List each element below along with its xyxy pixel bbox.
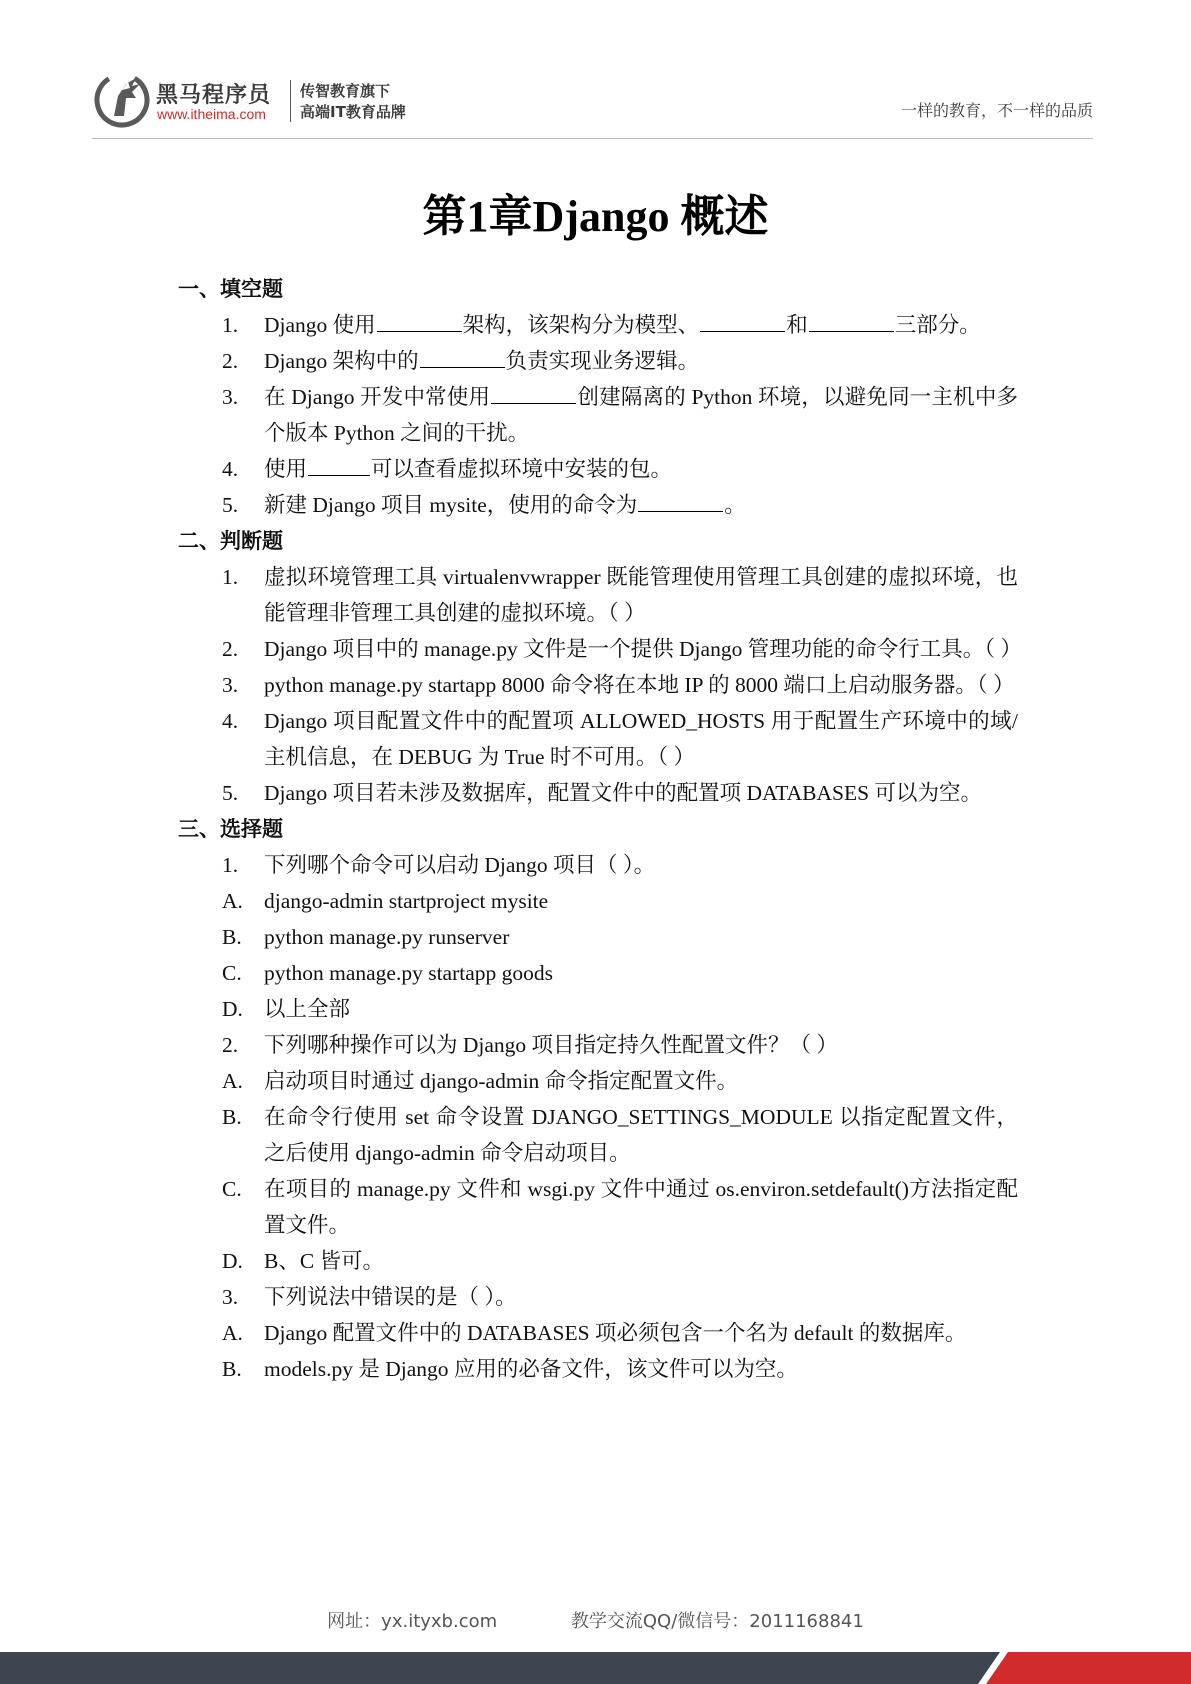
answer-blank: [809, 311, 894, 332]
choice-option: [178, 919, 1018, 955]
option-text: python manage.py startapp goods: [264, 961, 554, 985]
choice-option: [178, 955, 1018, 991]
item-text: 新建 Django 项目 mysite，使用的命令为 。: [264, 493, 746, 517]
item-text: Django 项目中的 manage.py 文件是一个提供 Django 管理功能的命令行工具。（ ）: [264, 637, 1022, 661]
fill-blank-item: [178, 379, 1018, 451]
answer-blank: [308, 455, 370, 476]
logo-divider: [290, 80, 291, 122]
footer-contact: [0, 1607, 1191, 1633]
section-heading-judgement: 二、判断题: [178, 529, 283, 553]
judgement-item: [178, 667, 1018, 703]
item-number: 3.: [222, 1285, 239, 1309]
option-letter: B.: [222, 925, 242, 949]
choice-option: [178, 991, 1018, 1027]
item-number: 5.: [222, 781, 239, 805]
tagline-1: 传智教育旗下: [300, 82, 391, 100]
answer-blank: [491, 383, 576, 404]
answer-blank: [638, 491, 723, 512]
brand-url: www.itheima.com: [157, 106, 266, 122]
choice-option: [178, 1063, 1018, 1099]
footer-website: 网址：yx.ityxb.com: [327, 1611, 498, 1632]
document-body: [178, 271, 1022, 1387]
option-letter: B.: [222, 1105, 242, 1129]
option-letter: A.: [222, 1069, 243, 1093]
brand-name: 黑马程序员: [156, 83, 272, 108]
item-text: 使用 可以查看虚拟环境中安装的包。: [264, 457, 673, 481]
choice-question: [178, 1279, 1018, 1315]
choice-question: [178, 847, 1018, 883]
option-text: 以上全部: [264, 997, 351, 1021]
header-divider: [92, 138, 1093, 139]
option-text: Django 配置文件中的 DATABASES 项必须包含一个名为 default 的数据库。: [264, 1321, 967, 1345]
item-number: 4.: [222, 457, 239, 481]
item-number: 3.: [222, 385, 239, 409]
option-letter: D.: [222, 997, 243, 1021]
judgement-item: [178, 703, 1018, 775]
option-letter: D.: [222, 1249, 243, 1273]
item-number: 2.: [222, 637, 239, 661]
option-text: django-admin startproject mysite: [264, 889, 549, 913]
choice-option: [178, 1315, 1018, 1351]
item-number: 5.: [222, 493, 239, 517]
answer-blank: [700, 311, 785, 332]
chapter-title: 第1章Django 概述: [422, 192, 769, 241]
fill-blank-item: [178, 487, 1018, 523]
option-letter: C.: [222, 1177, 242, 1201]
option-letter: A.: [222, 1321, 243, 1345]
answer-blank: [420, 347, 505, 368]
option-text: models.py 是 Django 应用的必备文件，该文件可以为空。: [264, 1357, 798, 1381]
option-text: B、C 皆可。: [264, 1249, 385, 1273]
judgement-item: [178, 631, 1022, 667]
section-heading-fill-blank: 一、填空题: [178, 277, 283, 301]
option-text: 启动项目时通过 django-admin 命令指定配置文件。: [264, 1069, 739, 1093]
page-header: [92, 68, 1093, 138]
item-text: Django 使用 架构，该架构分为模型、 和 三部分。: [264, 313, 981, 337]
fill-blank-item: [178, 451, 1018, 487]
item-number: 1.: [222, 313, 239, 337]
answer-blank: [377, 311, 462, 332]
fill-blank-item: [178, 343, 1018, 379]
horse-logo-icon: [92, 70, 154, 128]
item-text: Django 项目配置文件中的配置项 ALLOWED_HOSTS 用于配置生产环境中的域/主机信息，在 DEBUG 为 True 时不可用。（ ）: [264, 709, 1018, 769]
item-text: Django 项目若未涉及数据库，配置文件中的配置项 DATABASES 可以为空。: [264, 781, 982, 805]
item-text: 虚拟环境管理工具 virtualenvwrapper 既能管理使用管理工具创建的虚拟环境，也能管理非管理工具创建的虚拟环境。（ ）: [264, 565, 1018, 625]
item-text: Django 架构中的 负责实现业务逻辑。: [264, 349, 700, 373]
option-text: python manage.py runserver: [264, 925, 510, 949]
judgement-item: [178, 559, 1018, 631]
choice-option: [178, 883, 1018, 919]
item-number: 2.: [222, 1033, 239, 1057]
item-number: 3.: [222, 673, 239, 697]
item-text: 下列说法中错误的是（ ）。: [264, 1285, 517, 1309]
item-text: 在 Django 开发中常使用 创建隔离的 Python 环境，以避免同一主机中多个版本 Python 之间的干扰。: [264, 385, 1019, 445]
item-text: 下列哪种操作可以为 Django 项目指定持久性配置文件？（ ）: [264, 1033, 838, 1057]
option-text: 在命令行使用 set 命令设置 DJANGO_SETTINGS_MODULE 以指定配置文件，之后使用 django-admin 命令启动项目。: [264, 1105, 1018, 1165]
choice-option: [178, 1243, 1018, 1279]
choice-option: [178, 1099, 1018, 1171]
slogan: 一样的教育，不一样的品质: [900, 101, 1093, 120]
option-text: 在项目的 manage.py 文件和 wsgi.py 文件中通过 os.environ.setdefault()方法指定配置文件。: [264, 1177, 1018, 1237]
item-text: python manage.py startapp 8000 命令将在本地 IP 的 8000 端口上启动服务器。（ ）: [264, 673, 1015, 697]
option-letter: A.: [222, 889, 243, 913]
fill-blank-item: [178, 307, 1018, 343]
item-number: 4.: [222, 709, 239, 733]
tagline-2: 高端IT教育品牌: [300, 103, 406, 121]
judgement-item: [178, 775, 1018, 811]
item-number: 2.: [222, 349, 239, 373]
option-letter: C.: [222, 961, 242, 985]
item-number: 1.: [222, 853, 239, 877]
choice-question: [178, 1027, 1018, 1063]
choice-option: [178, 1171, 1018, 1243]
section-heading-choice: 三、选择题: [178, 817, 283, 841]
footer-qq: 教学交流QQ/微信号：2011168841: [570, 1611, 864, 1632]
choice-option: [178, 1351, 1018, 1387]
item-number: 1.: [222, 565, 239, 589]
footer-bar: [0, 1652, 1191, 1684]
item-text: 下列哪个命令可以启动 Django 项目（ ）。: [264, 853, 656, 877]
option-letter: B.: [222, 1357, 242, 1381]
